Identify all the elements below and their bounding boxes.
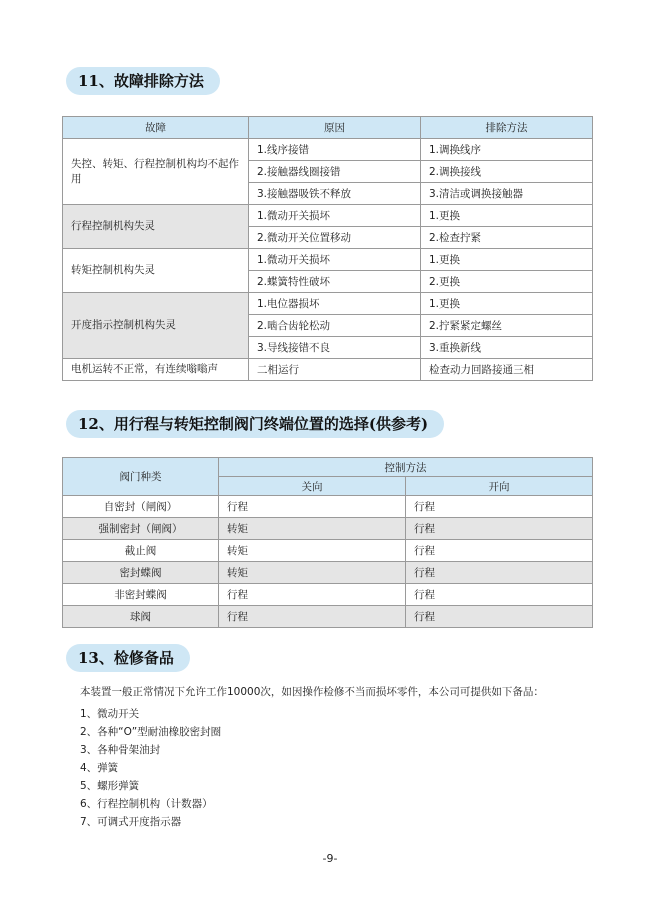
valve-cell: 强制密封（闸阀）: [63, 518, 219, 540]
cause-cell: 1.电位器损坏: [249, 293, 421, 315]
fix-cell: 2.检查拧紧: [421, 227, 593, 249]
fix-cell: 3.重换新线: [421, 337, 593, 359]
list-item: 1、微动开关: [80, 708, 140, 720]
table-row: [63, 496, 593, 518]
fix-cell: 3.清洁或调换接触器: [421, 183, 593, 205]
section-12-heading: 12、用行程与转矩控制阀门终端位置的选择(供参考): [66, 410, 444, 438]
close-cell: 转矩: [219, 540, 406, 562]
cause-cell: 1.微动开关损坏: [249, 249, 421, 271]
table-header-row: [63, 117, 593, 139]
open-cell: 行程: [406, 606, 593, 628]
table-row: [63, 359, 593, 381]
close-cell: 转矩: [219, 562, 406, 584]
cause-cell: 3.导线接错不良: [249, 337, 421, 359]
valve-cell: 截止阀: [63, 540, 219, 562]
cause-cell: 3.接触器吸铁不释放: [249, 183, 421, 205]
close-cell: 转矩: [219, 518, 406, 540]
table-row: [63, 584, 593, 606]
spares-intro: 本装置一般正常情况下允许工作10000次，如因操作检修不当而损坏零件，本公司可提供如下备品：: [80, 686, 544, 698]
list-item: 6、行程控制机构（计数器）: [80, 798, 213, 810]
header-control-method: 控制方法: [219, 458, 593, 477]
fix-cell: 1.更换: [421, 205, 593, 227]
valve-cell: 自密封（闸阀）: [63, 496, 219, 518]
fix-cell: 检查动力回路接通三相: [421, 359, 593, 381]
table-row: [63, 293, 593, 315]
fix-cell: 2.调换接线: [421, 161, 593, 183]
table-row: [63, 562, 593, 584]
table-row: [63, 606, 593, 628]
fix-cell: 1.更换: [421, 293, 593, 315]
page-number: -9-: [322, 852, 338, 865]
cause-cell: 1.线序接错: [249, 139, 421, 161]
section-13-heading: 13、检修备品: [66, 644, 190, 672]
fault-cell: 失控、转矩、行程控制机构均不起作用: [63, 139, 249, 205]
list-item: 3、各种骨架油封: [80, 744, 161, 756]
close-cell: 行程: [219, 606, 406, 628]
list-item: 7、可调式开度指示器: [80, 816, 182, 828]
table-row: [63, 518, 593, 540]
valve-cell: 密封蝶阀: [63, 562, 219, 584]
header-fix: 排除方法: [421, 117, 593, 139]
cause-cell: 2.啮合齿轮松动: [249, 315, 421, 337]
header-valve-type: 阀门种类: [63, 458, 219, 496]
section-11-heading: 11、故障排除方法: [66, 67, 220, 95]
fault-cell: 转矩控制机构失灵: [63, 249, 249, 293]
valve-selection-table: [62, 457, 593, 628]
fix-cell: 1.调换线序: [421, 139, 593, 161]
cause-cell: 2.接触器线圈接错: [249, 161, 421, 183]
list-item: 4、弹簧: [80, 762, 119, 774]
table-row: [63, 205, 593, 227]
close-cell: 行程: [219, 584, 406, 606]
valve-cell: 球阀: [63, 606, 219, 628]
cause-cell: 2.蝶簧特性破坏: [249, 271, 421, 293]
valve-cell: 非密封蝶阀: [63, 584, 219, 606]
open-cell: 行程: [406, 518, 593, 540]
fix-cell: 2.更换: [421, 271, 593, 293]
fault-cell: 电机运转不正常，有连续嗡嗡声: [63, 359, 249, 381]
list-item: 5、螺形弹簧: [80, 780, 140, 792]
open-cell: 行程: [406, 496, 593, 518]
fix-cell: 2.拧紧紧定螺丝: [421, 315, 593, 337]
open-cell: 行程: [406, 540, 593, 562]
table-row: [63, 540, 593, 562]
header-close-direction: 关向: [219, 477, 406, 496]
open-cell: 行程: [406, 584, 593, 606]
cause-cell: 2.微动开关位置移动: [249, 227, 421, 249]
spares-list: [80, 705, 221, 831]
open-cell: 行程: [406, 562, 593, 584]
table-header-row: [63, 458, 593, 477]
table-row: [63, 249, 593, 271]
fault-cell: 行程控制机构失灵: [63, 205, 249, 249]
list-item: 2、各种“O”型耐油橡胶密封圈: [80, 726, 222, 738]
header-cause: 原因: [249, 117, 421, 139]
cause-cell: 1.微动开关损坏: [249, 205, 421, 227]
table-row: [63, 139, 593, 161]
fault-cell: 开度指示控制机构失灵: [63, 293, 249, 359]
fix-cell: 1.更换: [421, 249, 593, 271]
close-cell: 行程: [219, 496, 406, 518]
cause-cell: 二相运行: [249, 359, 421, 381]
header-fault: 故障: [63, 117, 249, 139]
header-open-direction: 开向: [406, 477, 593, 496]
troubleshooting-table: [62, 116, 593, 381]
